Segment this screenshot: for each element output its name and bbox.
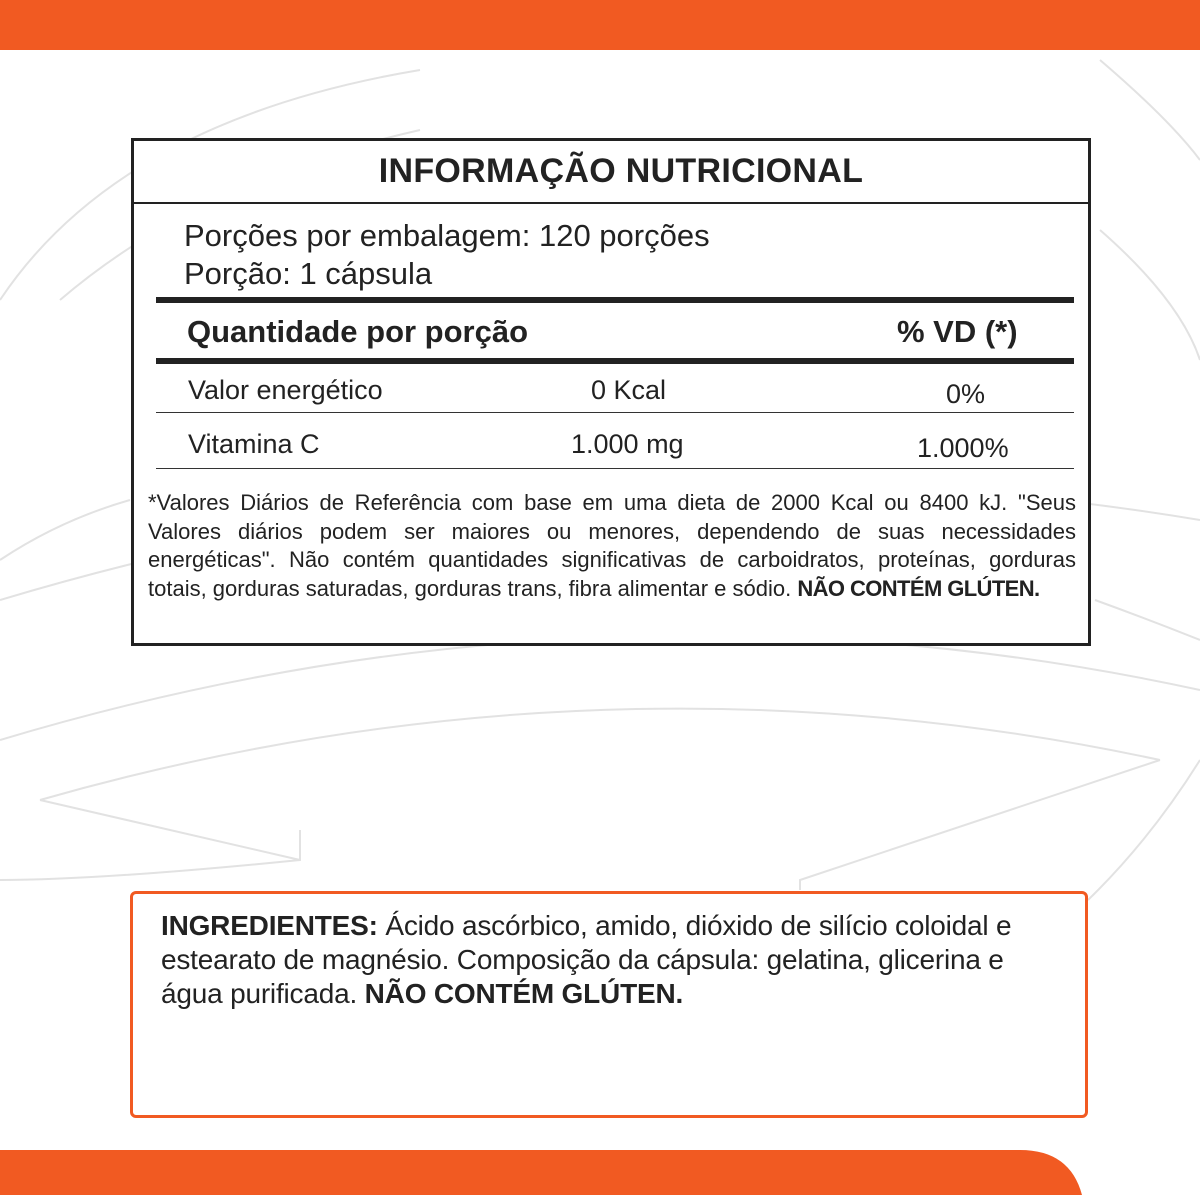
- ingredients-gluten-warning: NÃO CONTÉM GLÚTEN.: [364, 978, 684, 1009]
- nutrition-footnote: [148, 489, 1076, 603]
- nutrition-facts-table: [131, 138, 1091, 646]
- divider-thick-top: [156, 297, 1074, 303]
- footnote-gluten-warning: NÃO CONTÉM GLÚTEN.: [797, 575, 1040, 601]
- servings-per-package: Porções por embalagem: 120 porções: [184, 218, 710, 253]
- bottom-accent-bar: [0, 1150, 1200, 1195]
- ingredients-list: Ácido ascórbico, amido, dióxido de silício coloidal e estearato de magnésio. Composição da cápsula: gelatina, glicerina e água purificada.: [161, 910, 1012, 1009]
- top-accent-bar: [0, 0, 1200, 50]
- row-divider: [156, 468, 1074, 469]
- serving-size: Porção: 1 cápsula: [184, 256, 433, 291]
- ingredients-label: INGREDIENTES:: [161, 910, 378, 941]
- ingredients-box: [130, 891, 1088, 1118]
- row-energy-name: Valor energético: [188, 375, 383, 405]
- nutrition-title: INFORMAÇÃO NUTRICIONAL: [134, 141, 1088, 204]
- row-vitamin-c-amount: 1.000 mg: [571, 429, 684, 459]
- header-daily-value: % VD (*): [897, 314, 1018, 349]
- footnote-text: *Valores Diários de Referência com base em uma dieta de 2000 Kcal ou 8400 kJ. "Seus Valores diários podem ser maiores ou menores, dependendo de suas necessidades energéticas". Não contém quantidades significativas de carboidratos, proteínas, gorduras totais, gorduras saturadas, gorduras trans, fibra alimentar e sódio.: [148, 490, 1076, 601]
- divider-thick-bottom: [156, 358, 1074, 364]
- row-vitamin-c-dv: 1.000%: [917, 433, 1009, 463]
- row-divider: [156, 412, 1074, 413]
- serving-info: [184, 217, 710, 293]
- row-energy-dv: 0%: [946, 379, 986, 409]
- ingredients-text: [161, 909, 1061, 1011]
- row-vitamin-c-name: Vitamina C: [188, 429, 320, 459]
- header-amount-per-serving: Quantidade por porção: [187, 314, 529, 349]
- row-energy-amount: 0 Kcal: [591, 375, 667, 405]
